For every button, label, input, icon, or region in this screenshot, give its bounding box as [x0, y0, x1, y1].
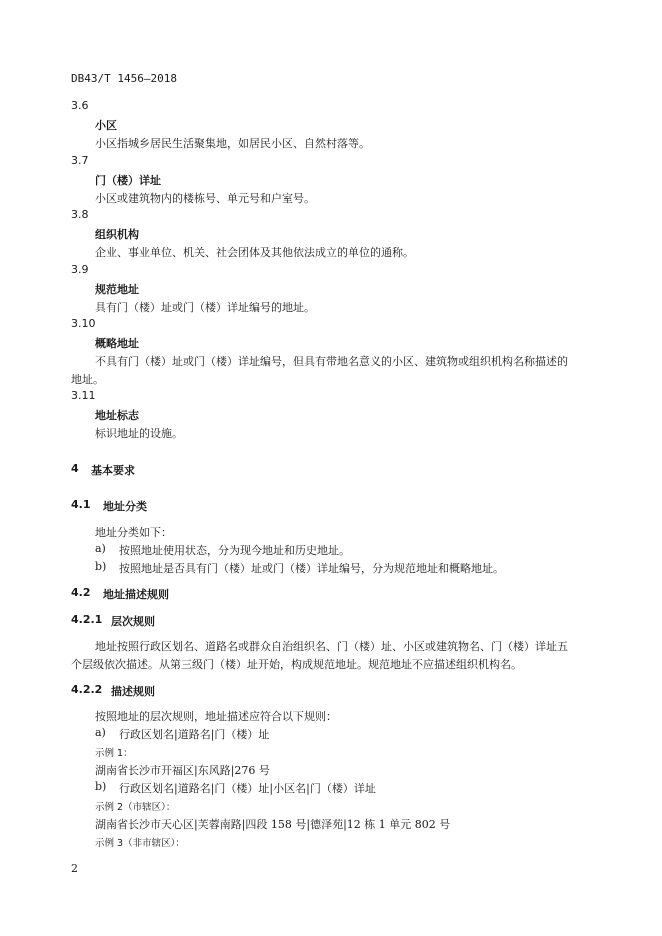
term-title: 小区: [95, 119, 117, 132]
example-text: 湖南省长沙市天心区|芙蓉南路|四段 158 号|德泽苑|12 栋 1 单元 802 号: [95, 818, 451, 831]
paragraph: 地址按照行政区划名、道路名或群众自治组织名、门（楼）址、小区或建筑物名、门（楼）详址五: [95, 640, 568, 653]
subsubsection-title: 层次规则: [111, 615, 155, 628]
list-item: 行政区划名|道路名|门（楼）址|小区名|门（楼）详址: [119, 782, 376, 795]
list-item: 按照地址使用状态，分为现今地址和历史地址。: [119, 544, 350, 557]
subsection-number: 4.2: [71, 586, 91, 599]
list-marker: b): [95, 560, 107, 573]
term-definition-continued: 地址。: [71, 373, 104, 386]
list-marker: a): [95, 542, 106, 555]
section-number: 4: [71, 462, 79, 475]
term-definition: 不具有门（楼）址或门（楼）详址编号，但具有带地名意义的小区、建筑物或组织机构名称描述的: [95, 355, 568, 368]
example-text: 湖南省长沙市开福区|东风路|276 号: [95, 764, 270, 777]
subsubsection-title: 描述规则: [111, 685, 155, 698]
subsection-title: 地址分类: [103, 500, 147, 513]
clause-number: 3.11: [71, 389, 96, 402]
term-definition: 具有门（楼）址或门（楼）详址编号的地址。: [95, 301, 315, 314]
paragraph: 地址分类如下：: [95, 526, 172, 539]
term-title: 规范地址: [95, 283, 139, 296]
page-number: 2: [71, 862, 78, 875]
term-title: 组织机构: [95, 228, 139, 241]
subsection-title: 地址描述规则: [103, 588, 169, 601]
list-marker: b): [95, 780, 107, 793]
clause-number: 3.10: [71, 317, 96, 330]
clause-number: 3.9: [71, 263, 89, 276]
term-definition: 小区指城乡居民生活聚集地，如居民小区、自然村落等。: [95, 137, 370, 150]
list-item: 行政区划名|道路名|门（楼）址: [119, 728, 270, 741]
example-label: 示例 2（市辖区）：: [95, 802, 176, 813]
clause-number: 3.8: [71, 208, 89, 221]
example-label: 示例 3（非市辖区）：: [95, 838, 185, 849]
term-title: 门（楼）详址: [95, 174, 161, 187]
paragraph-continued: 个层级依次描述。从第三级门（楼）址开始，构成规范地址。规范地址不应描述组织机构名。: [71, 658, 522, 671]
clause-number: 3.6: [71, 99, 89, 112]
clause-number: 3.7: [71, 154, 89, 167]
term-definition: 标识地址的设施。: [95, 427, 183, 440]
section-title: 基本要求: [91, 464, 135, 477]
subsubsection-number: 4.2.1: [71, 613, 103, 626]
subsubsection-number: 4.2.2: [71, 683, 103, 696]
example-label: 示例 1：: [95, 748, 133, 759]
document-code: DB43/T 1456—2018: [71, 72, 177, 85]
term-definition: 小区或建筑物内的楼栋号、单元号和户室号。: [95, 192, 315, 205]
term-title: 概略地址: [95, 337, 139, 350]
list-item: 按照地址是否具有门（楼）址或门（楼）详址编号，分为规范地址和概略地址。: [119, 562, 504, 575]
list-marker: a): [95, 726, 106, 739]
term-title: 地址标志: [95, 409, 139, 422]
term-definition: 企业、事业单位、机关、社会团体及其他依法成立的单位的通称。: [95, 246, 414, 259]
subsection-number: 4.1: [71, 498, 91, 511]
paragraph: 按照地址的层次规则，地址描述应符合以下规则：: [95, 710, 337, 723]
